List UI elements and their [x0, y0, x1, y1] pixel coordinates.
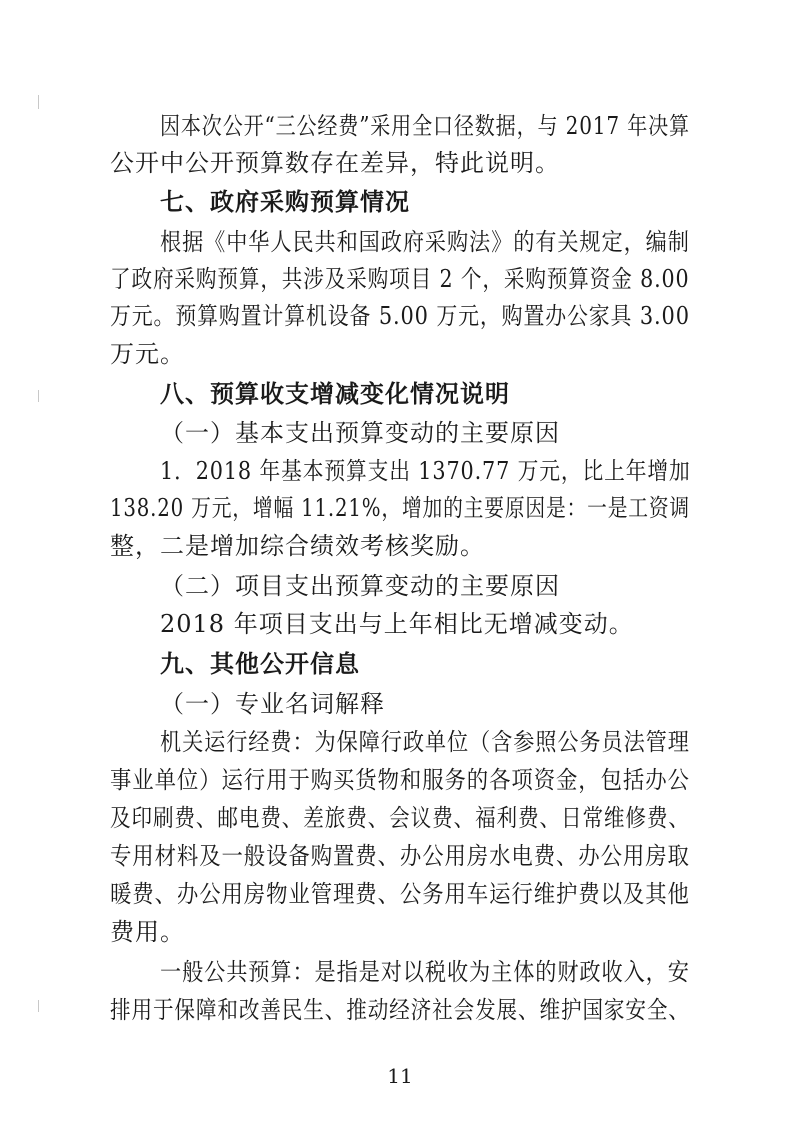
body-text-line: 专用材料及一般设备购置费、办公用房水电费、办公用房取: [110, 842, 690, 870]
scan-mark: [38, 95, 39, 109]
section-heading: 七、政府采购预算情况: [160, 188, 410, 216]
subsection-heading: （一）专业名词解释: [160, 690, 385, 718]
body-text-line: 万元。: [110, 340, 185, 368]
body-text-line: 了政府采购预算，共涉及采购项目 2 个，采购预算资金 8.00: [110, 265, 690, 293]
body-text-line: 138.20 万元，增幅 11.21%，增加的主要原因是：一是工资调: [110, 494, 691, 522]
body-text-line: 暖费、办公用房物业管理费、公务用车运行维护费以及其他: [110, 880, 690, 908]
body-text-line: 事业单位）运行用于购买货物和服务的各项资金，包括办公: [110, 766, 690, 794]
section-heading: 八、预算收支增减变化情况说明: [160, 380, 510, 408]
scan-mark: [38, 1000, 39, 1012]
body-text-line: 机关运行经费：为保障行政单位（含参照公务员法管理: [160, 728, 690, 756]
body-text-line: 万元。预算购置计算机设备 5.00 万元，购置办公家具 3.00: [110, 302, 690, 330]
body-text-line: 根据《中华人民共和国政府采购法》的有关规定，编制: [160, 228, 690, 256]
body-text-line: 费用。: [110, 918, 185, 946]
body-text-line: 因本次公开“三公经费”采用全口径数据，与 2017 年决算: [160, 112, 690, 140]
subsection-heading: （一）基本支出预算变动的主要原因: [160, 419, 560, 447]
body-text-line: 2018 年项目支出与上年相比无增减变动。: [160, 610, 634, 638]
body-text-line: 1．2018 年基本预算支出 1370.77 万元，比上年增加: [160, 457, 691, 485]
body-text-line: 整，二是增加综合绩效考核奖励。: [110, 532, 485, 560]
body-text-line: 排用于保障和改善民生、推动经济社会发展、维护国家安全、: [110, 996, 690, 1024]
body-text-line: 公开中公开预算数存在差异，特此说明。: [110, 149, 560, 177]
page-number: 11: [387, 1064, 413, 1088]
subsection-heading: （二）项目支出预算变动的主要原因: [160, 572, 560, 600]
body-text-line: 及印刷费、邮电费、差旅费、会议费、福利费、日常维修费、: [110, 804, 690, 832]
section-heading: 九、其他公开信息: [160, 650, 360, 678]
body-text-line: 一般公共预算：是指是对以税收为主体的财政收入，安: [160, 958, 690, 986]
scan-mark: [38, 390, 39, 402]
